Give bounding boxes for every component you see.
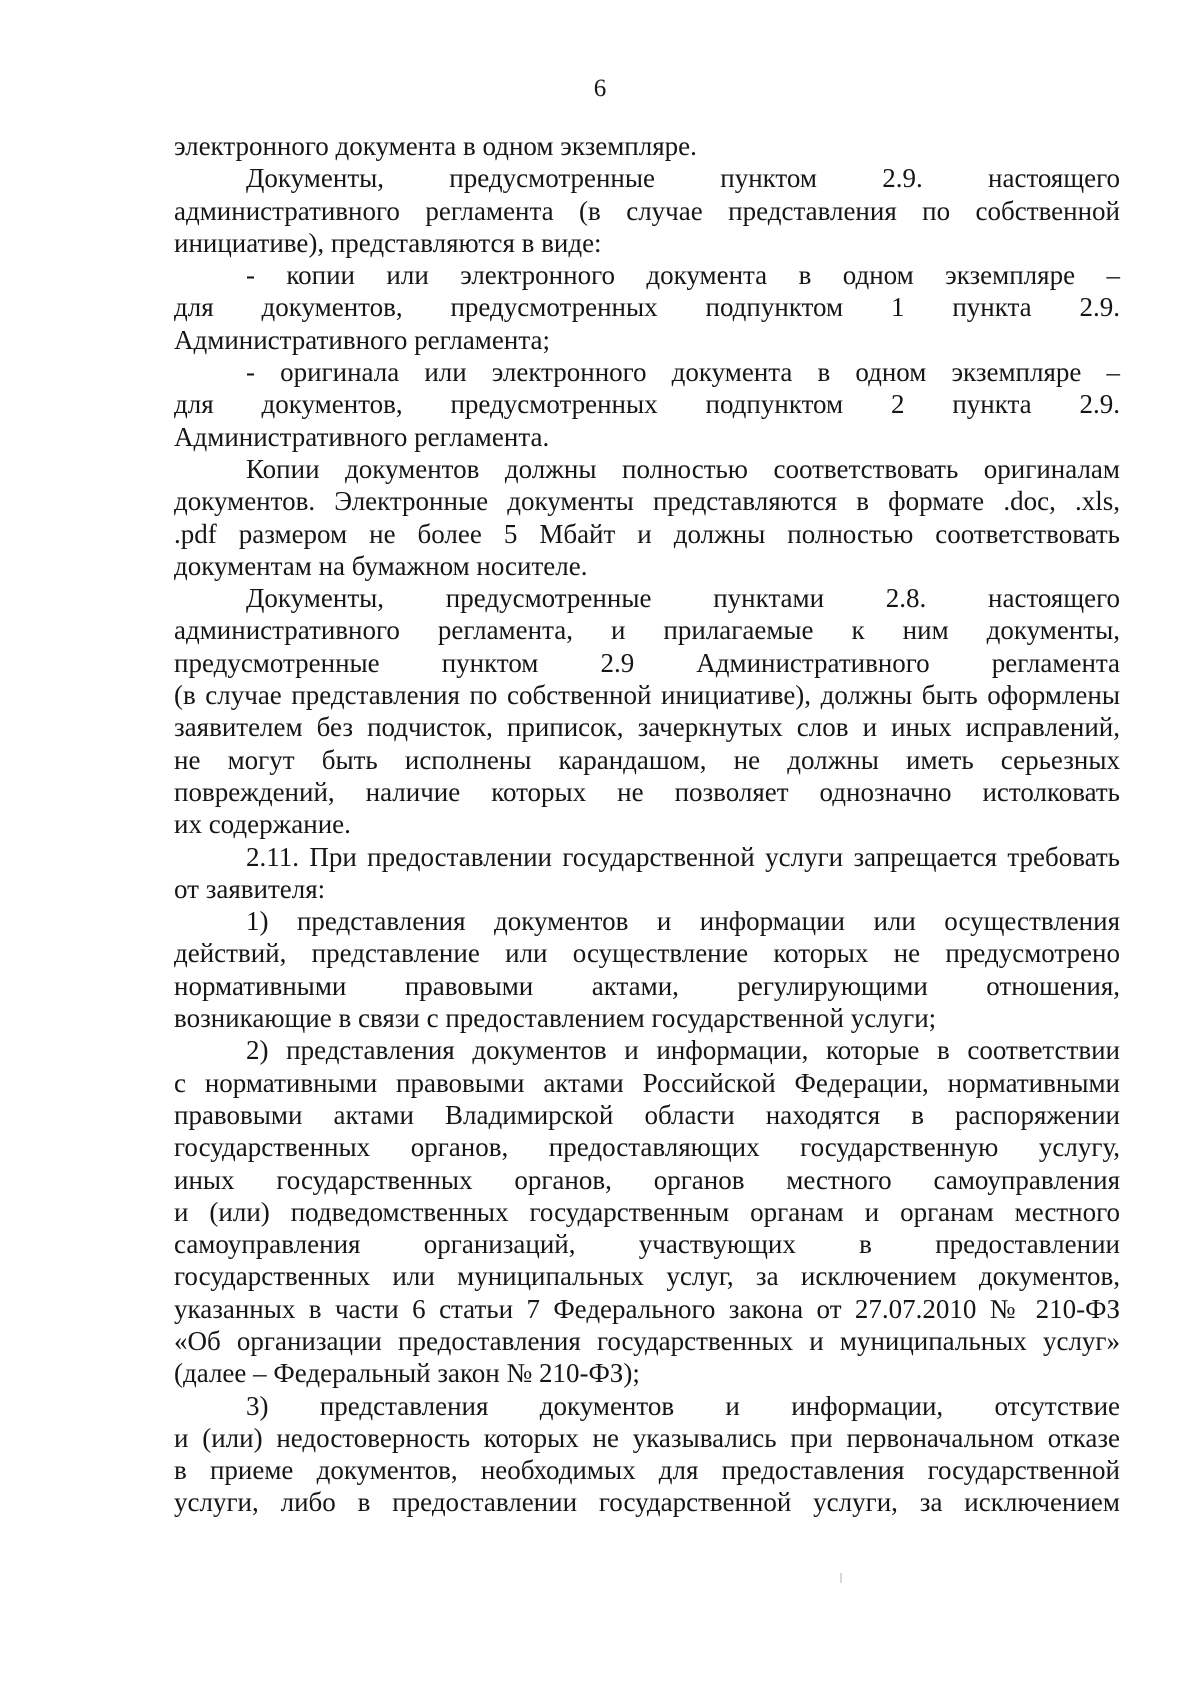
paragraph [174, 162, 1120, 259]
text-line: Документы, предусмотренные пунктом 2.9. настоящего [246, 163, 1120, 194]
text-line: не могут быть исполнены карандашом, не должны иметь серьезных [174, 744, 1120, 775]
text-line: возникающие в связи с предоставлением государственной услуги; [174, 1003, 937, 1034]
paragraph [174, 453, 1120, 582]
text-line: и (или) недостоверность которых не указывались при первоначальном отказе [174, 1422, 1120, 1453]
text-line: указанных в части 6 статьи 7 Федерального закона от 27.07.2010 № 210-ФЗ [174, 1293, 1120, 1324]
text-line: 2.11. При предоставлении государственной услуги запрещается требовать [246, 841, 1120, 872]
scan-speck [840, 1573, 842, 1583]
document-body [174, 130, 1120, 1519]
text-line: действий, представление или осуществление которых не предусмотрено [174, 938, 1120, 969]
text-line: - копии или электронного документа в одном экземпляре – [246, 260, 1120, 291]
list-item [174, 1390, 1120, 1519]
text-line: предусмотренные пунктом 2.9 Административного регламента [174, 647, 1120, 678]
text-line: - оригинала или электронного документа в одном экземпляре – [246, 357, 1120, 388]
text-line: документам на бумажном носителе. [174, 550, 588, 581]
text-line: с нормативными правовыми актами Российской Федерации, нормативными [174, 1067, 1120, 1098]
text-line: заявителем без подчисток, приписок, зачеркнутых слов и иных исправлений, [174, 712, 1120, 743]
text-line: иных государственных органов, органов местного самоуправления [174, 1164, 1120, 1195]
text-line: электронного документа в одном экземпляре. [174, 131, 697, 161]
list-item [174, 1034, 1120, 1389]
list-item [174, 905, 1120, 1034]
text-line: их содержание. [174, 809, 351, 840]
text-line: 2) представления документов и информации, которые в соответствии [246, 1035, 1120, 1066]
text-line: для документов, предусмотренных подпунктом 1 пункта 2.9. [174, 292, 1120, 323]
page-number: 6 [593, 75, 607, 102]
paragraph [174, 582, 1120, 840]
text-line: услуги, либо в предоставлении государственной услуги, за исключением [174, 1487, 1120, 1518]
text-line: от заявителя: [174, 873, 326, 904]
text-line: инициативе), представляются в виде: [174, 227, 602, 258]
text-line: Документы, предусмотренные пунктами 2.8. настоящего [246, 583, 1120, 614]
text-line: (далее – Федеральный закон № 210-ФЗ); [174, 1358, 640, 1389]
text-line: Административного регламента. [174, 421, 550, 452]
text-line: и (или) подведомственных государственным органам и органам местного [174, 1196, 1120, 1227]
paragraph [174, 356, 1120, 453]
paragraph [174, 130, 1120, 162]
text-line: государственных или муниципальных услуг, за исключением документов, [174, 1261, 1120, 1292]
text-line: .pdf размером не более 5 Мбайт и должны полностью соответствовать [174, 518, 1120, 549]
text-line: государственных органов, предоставляющих государственную услугу, [174, 1132, 1120, 1163]
text-line: 3) представления документов и информации, отсутствие [246, 1390, 1120, 1421]
text-line: административного регламента (в случае представления по собственной [174, 195, 1120, 226]
text-line: Административного регламента; [174, 324, 550, 355]
text-line: нормативными правовыми актами, регулирующими отношения, [174, 970, 1120, 1001]
text-line: (в случае представления по собственной инициативе), должны быть оформлены [174, 680, 1120, 711]
text-line: Копии документов должны полностью соответствовать оригиналам [246, 453, 1120, 484]
text-line: в приеме документов, необходимых для предоставления государственной [174, 1455, 1120, 1486]
text-line: правовыми актами Владимирской области находятся в распоряжении [174, 1099, 1120, 1130]
text-line: административного регламента, и прилагаемые к ним документы, [174, 615, 1120, 646]
text-line: «Об организации предоставления государственных и муниципальных услуг» [174, 1325, 1120, 1356]
section-paragraph [174, 841, 1120, 906]
paragraph [174, 259, 1120, 356]
text-line: повреждений, наличие которых не позволяет однозначно истолковать [174, 776, 1120, 807]
text-line: для документов, предусмотренных подпунктом 2 пункта 2.9. [174, 389, 1120, 420]
text-line: документов. Электронные документы представляются в формате .doc, .xls, [174, 486, 1120, 517]
text-line: 1) представления документов и информации или осуществления [246, 906, 1120, 937]
text-line: самоуправления организаций, участвующих в предоставлении [174, 1229, 1120, 1260]
